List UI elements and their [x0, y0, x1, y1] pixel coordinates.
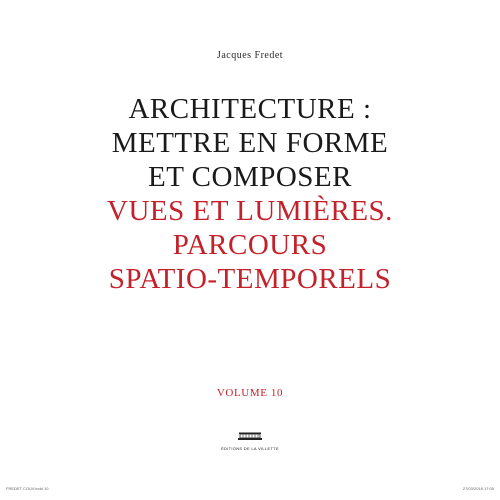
title-line-1: ARCHITECTURE : — [128, 93, 372, 125]
print-slug-left: FREDET COUV.indd 10 — [6, 486, 49, 491]
subtitle-line-1: VUES ET LUMIÈRES. — [107, 195, 393, 227]
title-line-2: METTRE EN FORME — [111, 127, 389, 159]
publisher-name: ÉDITIONS DE LA VILLETTE — [221, 446, 279, 451]
publisher-mark — [0, 426, 500, 451]
subtitle-line-3: SPATIO-TEMPORELS — [108, 263, 392, 295]
title-line-3: ET COMPOSER — [148, 161, 352, 193]
book-title — [0, 92, 500, 296]
subtitle-line-2: PARCOURS — [172, 229, 328, 261]
building-icon — [237, 431, 263, 441]
volume-number: VOLUME 10 — [216, 387, 284, 399]
author-name: Jacques Fredet — [216, 50, 284, 61]
print-slug-right: 27/03/2018 17:05 — [462, 486, 494, 491]
